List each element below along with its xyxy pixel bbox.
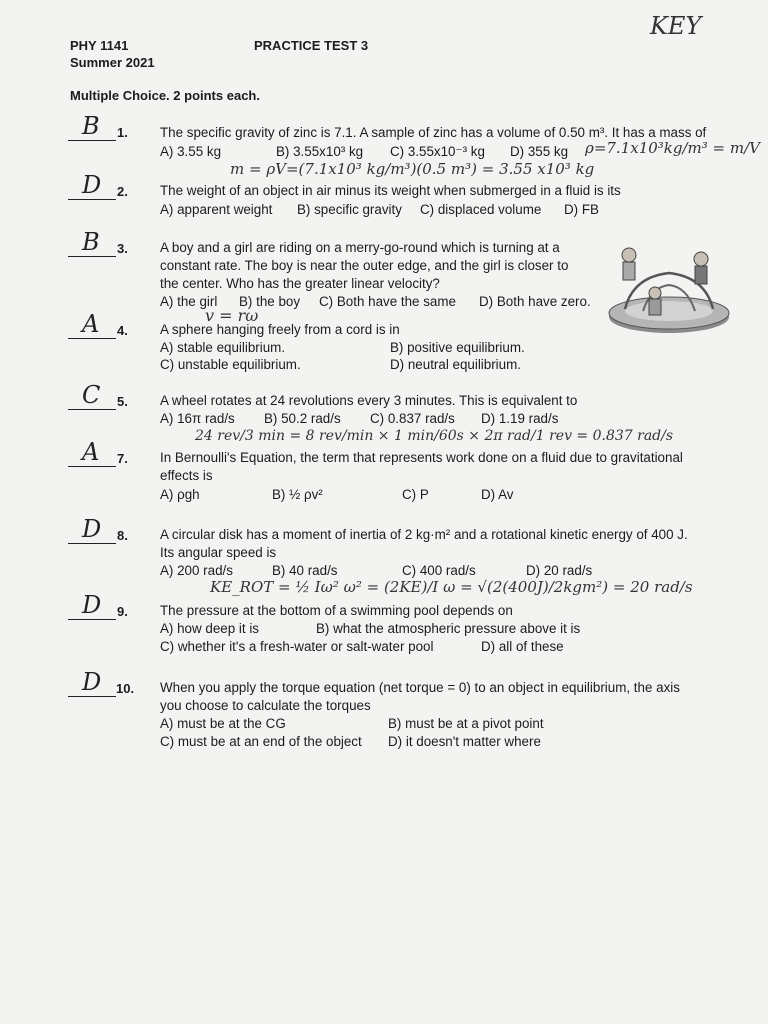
answer-blank-10: [68, 668, 116, 697]
option: D) FB: [564, 202, 599, 217]
question-number: 3.: [117, 241, 128, 256]
option: C) 400 rad/s: [402, 563, 476, 578]
question-text: the center. Who has the greater linear velocity?: [160, 276, 440, 291]
option: C) 0.837 rad/s: [370, 411, 455, 426]
option: A) stable equilibrium.: [160, 340, 286, 355]
option: B) the boy: [239, 294, 301, 309]
question-number: 9.: [117, 604, 128, 619]
option: D) 20 rad/s: [526, 563, 593, 578]
option: B) 40 rad/s: [272, 563, 338, 578]
option: A) 16π rad/s: [160, 411, 235, 426]
question-text: effects is: [160, 468, 213, 483]
answer-handwritten: D: [82, 591, 102, 619]
handwritten-note: KE_ROT = ½ Iω² ω² = (2KE)/I ω = √(2(400J)/2kgm²) = 20 rad/s: [210, 578, 693, 596]
option: B) ½ ρv²: [272, 487, 323, 502]
answer-blank-9: [68, 591, 116, 620]
question-text: A wheel rotates at 24 revolutions every 3 minutes. This is equivalent to: [160, 393, 578, 408]
option: D) it doesn't matter where: [388, 734, 541, 749]
option: B) what the atmospheric pressure above it is: [316, 621, 581, 636]
option: A) how deep it is: [160, 621, 259, 636]
answer-handwritten: D: [82, 171, 102, 199]
question-text: When you apply the torque equation (net torque = 0) to an object in equilibrium, the axis: [160, 680, 680, 695]
question-number: 2.: [117, 184, 128, 199]
option: C) whether it's a fresh-water or salt-water pool: [160, 639, 434, 654]
option: B) must be at a pivot point: [388, 716, 544, 731]
option: D) 355 kg: [510, 144, 569, 159]
answer-blank-3: [68, 228, 116, 257]
answer-handwritten: A: [82, 438, 100, 466]
question-number: 4.: [117, 323, 128, 338]
option: A) the girl: [160, 294, 218, 309]
option: D) 1.19 rad/s: [481, 411, 559, 426]
option: D) Both have zero.: [479, 294, 591, 309]
answer-blank-1: [68, 112, 116, 141]
option: C) unstable equilibrium.: [160, 357, 301, 372]
question-number: 5.: [117, 394, 128, 409]
course-code: PHY 1141: [70, 38, 129, 53]
handwritten-note: m = ρV=(7.1x10³ kg/m³)(0.5 m³) = 3.55 x10³ kg: [230, 160, 595, 178]
option: C) 3.55x10⁻³ kg: [390, 144, 485, 159]
option: B) 50.2 rad/s: [264, 411, 341, 426]
answer-blank-2: [68, 171, 116, 200]
option: A) 200 rad/s: [160, 563, 233, 578]
option: C) Both have the same: [319, 294, 456, 309]
question-text: A sphere hanging freely from a cord is in: [160, 322, 400, 337]
question-text: In Bernoulli's Equation, the term that represents work done on a fluid due to gravitational: [160, 450, 683, 465]
handwritten-note: v = rω: [205, 306, 259, 325]
question-number: 8.: [117, 528, 128, 543]
section-title: Multiple Choice. 2 points each.: [70, 88, 260, 103]
test-title: PRACTICE TEST 3: [254, 38, 369, 53]
option: A) ρgh: [160, 487, 200, 502]
question-text: A boy and a girl are riding on a merry-go-round which is turning at a: [160, 240, 560, 255]
handwritten-note: ρ=7.1x10³kg/m³ = m/V: [585, 139, 760, 157]
option: B) specific gravity: [297, 202, 402, 217]
option: A) must be at the CG: [160, 716, 286, 731]
question-text: you choose to calculate the torques: [160, 698, 371, 713]
term: Summer 2021: [70, 55, 155, 70]
answer-handwritten: B: [82, 112, 100, 140]
option: C) P: [402, 487, 429, 502]
question-text: The weight of an object in air minus its weight when submerged in a fluid is its: [160, 183, 621, 198]
question-text: The specific gravity of zinc is 7.1. A sample of zinc has a volume of 0.50 m³. It has a mass of: [160, 125, 707, 140]
option: B) positive equilibrium.: [390, 340, 525, 355]
key-mark: KEY: [650, 12, 702, 40]
answer-blank-7: [68, 438, 116, 467]
answer-handwritten: D: [82, 668, 102, 696]
option: C) must be at an end of the object: [160, 734, 362, 749]
option: A) 3.55 kg: [160, 144, 222, 159]
answer-blank-8: [68, 515, 116, 544]
option: D) all of these: [481, 639, 564, 654]
option: B) 3.55x10³ kg: [276, 144, 364, 159]
option: D) Av: [481, 487, 514, 502]
answer-handwritten: A: [82, 310, 100, 338]
option: A) apparent weight: [160, 202, 273, 217]
question-number: 10.: [116, 681, 135, 696]
question-text: Its angular speed is: [160, 545, 277, 560]
handwritten-note: 24 rev/3 min = 8 rev/min × 1 min/60s × 2π rad/1 rev = 0.837 rad/s: [195, 428, 674, 444]
answer-handwritten: C: [82, 381, 101, 409]
question-number: 1.: [117, 125, 128, 140]
question-number: 7.: [117, 451, 128, 466]
option: C) displaced volume: [420, 202, 542, 217]
question-text: The pressure at the bottom of a swimming pool depends on: [160, 603, 513, 618]
merry-go-round-illustration: [603, 237, 735, 341]
answer-handwritten: D: [82, 515, 102, 543]
answer-handwritten: B: [82, 228, 100, 256]
answer-blank-5: [68, 381, 116, 410]
option: D) neutral equilibrium.: [390, 357, 521, 372]
question-text: constant rate. The boy is near the outer edge, and the girl is closer to: [160, 258, 569, 273]
answer-blank-4: [68, 310, 116, 339]
question-text: A circular disk has a moment of inertia of 2 kg·m² and a rotational kinetic energy of 400 J.: [160, 527, 688, 542]
